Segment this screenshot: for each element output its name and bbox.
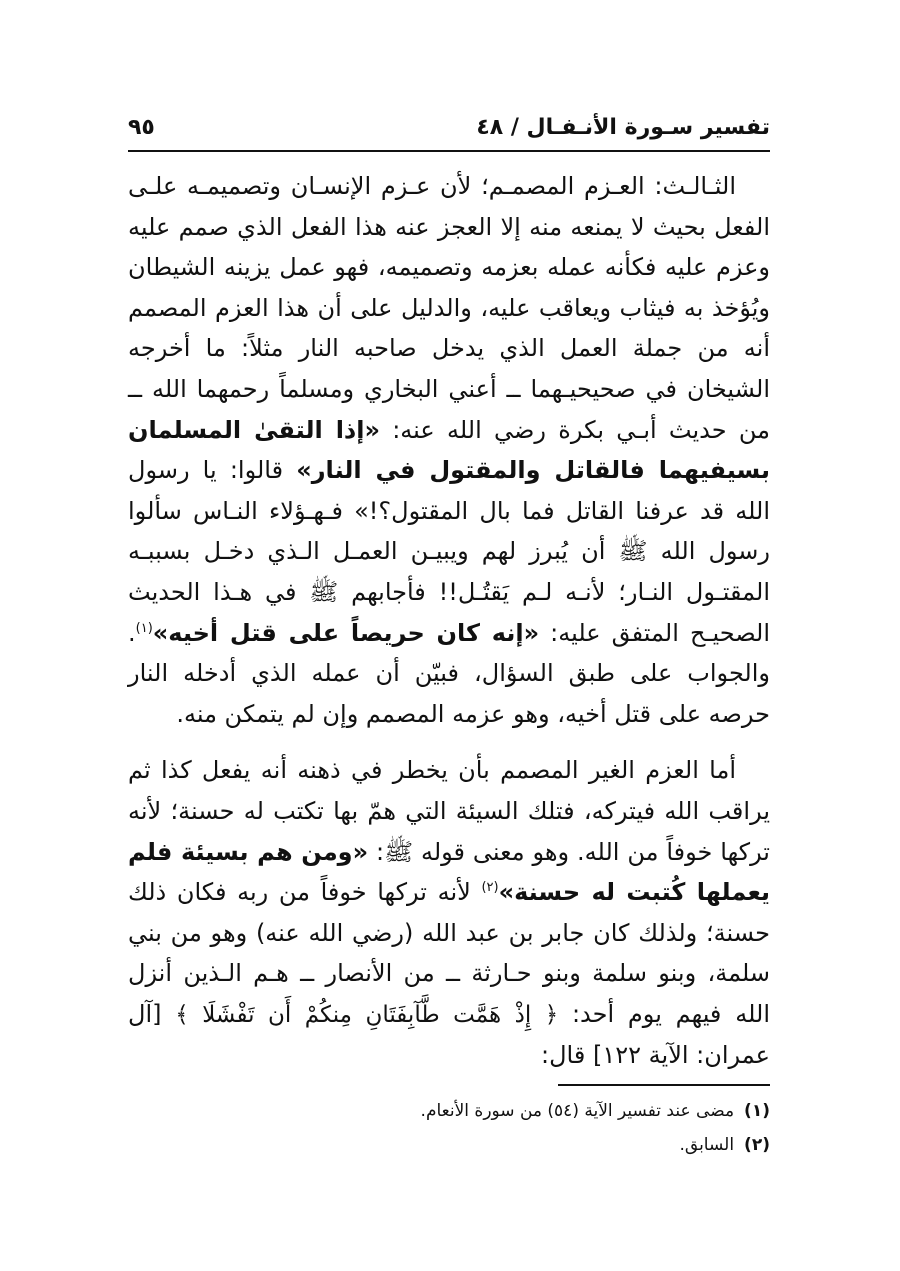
footnote-2	[128, 1128, 770, 1162]
page-number: ٩٥	[128, 115, 155, 140]
paragraph-1-text-b: قالوا: يا رسول الله قد عرفنا القاتل فما بال المقتول؟!» فـهـؤلاء النـاس سألوا رسول الله ﷺ أن يُبرز لهم ويبيـن العمـل الـذي دخـل بسببـه المقتـول النـار؛ لأنـه لـم يَقتُـل!! فأجابهم ﷺ في هـذا الحديث الصحيـح المتفق عليه:	[128, 456, 770, 647]
page-header	[128, 110, 770, 152]
hadith-quote-3: «ومن هم بسيئة فلم يعملها كُتبت له حسنة»	[128, 837, 771, 907]
footnote-1-number: (١)	[744, 1101, 770, 1121]
footnote-2-number: (٢)	[744, 1135, 770, 1155]
paragraph-2-text-c: [آل عمران: الآية ١٢٢] قال:	[128, 999, 770, 1070]
hadith-quote-1: «إذا التقىٰ المسلمان بسيفيهما فالقاتل والمقتول في النار»	[128, 415, 770, 485]
footnote-ref-2[interactable]: (٢)	[481, 880, 499, 896]
footnotes-section	[128, 1084, 770, 1162]
paragraph-1-text-c: . والجواب على طبق السؤال، فبيّن أن عمله الذي أدخله النار حرصه على قتل أخيه، وهو عزمه المصمم وإن لم يتمكن منه.	[128, 618, 770, 728]
paragraph-1	[128, 166, 770, 734]
document-page	[128, 110, 770, 1210]
paragraph-1-text-a: الثـالـث: العـزم المصمـم؛ لأن عـزم الإنسـان وتصميمـه علـى الفعل بحيث لا يمنعه منه إلا العجز عنه هذا الفعل الذي صمم عليه وعزم عليه فكأنه عمله بعزمه وتصميمه، فهو عمل يزينه الشيطان ويُؤخذ به فيثاب ويعاقب عليه، والدليل على أن هذا العزم المصمم أنه من جملة العمل الذي يدخل صاحبه النار مثلاً: ما أخرجه الشيخان في صحيحيـهما ــ أعني البخاري ومسلماً رحمهما الله ــ من حديث أبـي بكرة رضي الله عنه:	[128, 172, 770, 444]
footnote-ref-1[interactable]: (١)	[135, 620, 153, 636]
footnote-1	[128, 1094, 770, 1128]
footnote-1-text: مضى عند تفسير الآية (٥٤) من سورة الأنعام.	[420, 1101, 735, 1121]
paragraph-2-text-b: لأنه تركها خوفاً من ربه فكان ذلك حسنة؛ ولذلك كان جابر بن عبد الله (رضي الله عنه) وهو من بني سلمة، وبنو سلمة وبنو حـارثة ــ من الأنصار ــ هـم الـذين أنزل الله فيهم يوم أحد:	[128, 878, 770, 1028]
body-text	[128, 166, 770, 1076]
footnote-2-text: السابق.	[679, 1135, 735, 1155]
running-title: تفسير سـورة الأنـفـال / ٤٨	[476, 115, 770, 140]
paragraph-2-text-a: أما العزم الغير المصمم بأن يخطر في ذهنه أنه يفعل كذا ثم يراقب الله فيتركه، فتلك السيئة التي همّ بها تكتب له حسنة؛ لأنه تركها خوفاً من الله. وهو معنى قوله ﷺ:	[128, 756, 770, 866]
paragraph-2	[128, 750, 770, 1076]
quran-verse: ﴿ إِذْ هَمَّت طَّآبِفَتَانِ مِنكُمْ أَن تَفْشَلَا ﴾	[175, 1001, 559, 1028]
hadith-quote-2: «إنه كان حريصاً على قتل أخيه»	[152, 618, 540, 647]
footnote-divider	[558, 1084, 770, 1086]
